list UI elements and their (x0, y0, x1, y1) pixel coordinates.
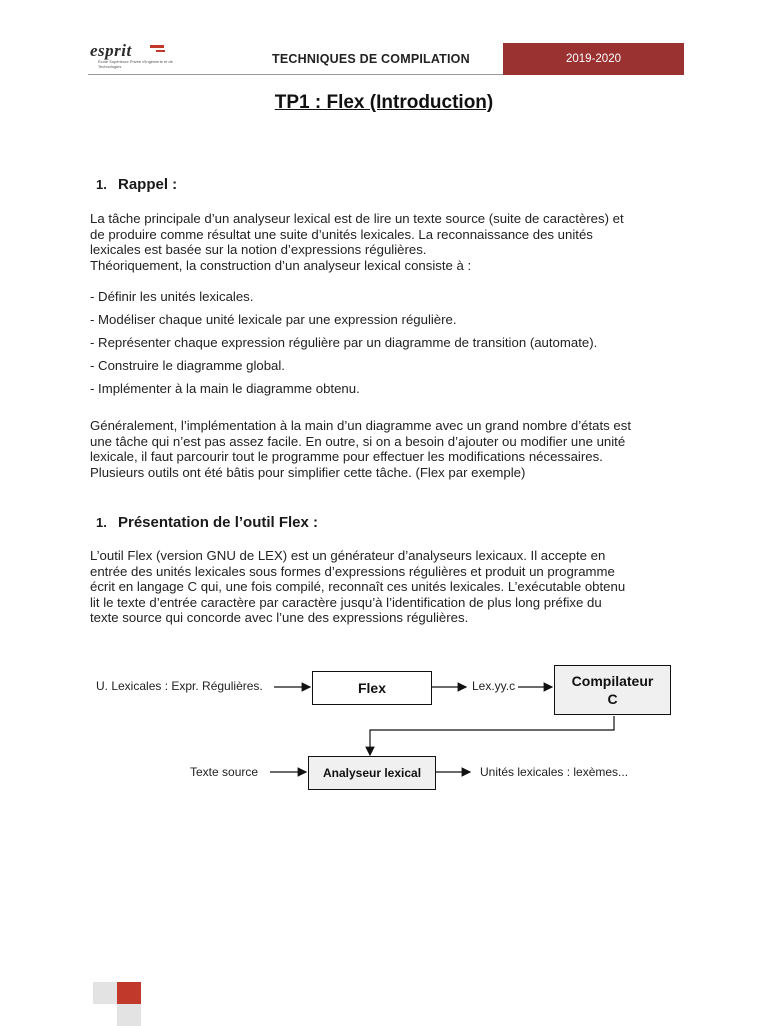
text-line: Plusieurs outils ont été bâtis pour simplifier cette tâche. (Flex par exemple) (90, 464, 526, 480)
header-year-badge: 2019-2020 (503, 43, 684, 75)
flex-box: Flex (312, 671, 432, 705)
section-number: 1. (96, 177, 107, 192)
text-line: lexicale, il faut parcourir tout le programme pour effectuer les modifications nécessaires. (90, 449, 603, 464)
header-divider (88, 74, 503, 75)
text-line: Théoriquement, la construction d’un analyseur lexical consiste à : (90, 257, 472, 273)
text-line: de produire comme résultat une suite d’unités lexicales. La reconnaissance des unités (90, 226, 593, 242)
footer-square-red (117, 982, 141, 1004)
list-item: - Définir les unités lexicales. (90, 289, 254, 304)
rappel-paragraph-1 (90, 211, 690, 273)
text-line: lexicales est basée sur la notion d’expressions régulières. (90, 242, 427, 257)
output-label: Lex.yy.c (472, 679, 516, 693)
logo-mark-secondary (156, 50, 165, 52)
logo-subtitle: École Supérieure Privée d'Ingénierie et de Technologies (98, 59, 173, 69)
logo-mark (150, 45, 164, 48)
header-course-title: TECHNIQUES DE COMPILATION (272, 52, 470, 66)
list-item: - Modéliser chaque unité lexicale par une expression régulière. (90, 312, 457, 327)
compiler-box-line2: C (607, 691, 618, 707)
section-heading-presentation (96, 514, 318, 531)
compiler-box-line1: Compilateur (571, 673, 654, 689)
flex-workflow-diagram (0, 650, 768, 800)
source-label: Texte source (190, 765, 259, 779)
text-line: écrit en langage C qui, une fois compilé, reconnaît ces unités lexicales. L’exécutable obtenu (90, 579, 626, 594)
arrow-compiler-to-analyzer (370, 716, 614, 755)
compiler-box (554, 665, 671, 715)
text-line: une tâche qui n’est pas assez facile. En outre, si on a besoin d’ajouter ou modifier une unité (90, 433, 626, 449)
construction-steps-list (90, 289, 690, 404)
list-item: - Implémenter à la main le diagramme obtenu. (90, 381, 360, 396)
text-line: L’outil Flex (version GNU de LEX) est un générateur d’analyseurs lexicaux. Il accepte en (90, 548, 606, 563)
section-number: 1. (96, 515, 107, 530)
text-line: La tâche principale d’un analyseur lexical est de lire un texte source (suite de caractères) et (90, 211, 624, 226)
input-label: U. Lexicales : Expr. Régulières. (96, 679, 263, 693)
section-heading-text: Présentation de l’outil Flex : (118, 514, 319, 531)
list-item: - Représenter chaque expression régulière par un diagramme de transition (automate). (90, 335, 598, 350)
list-item: - Construire le diagramme global. (90, 358, 285, 373)
footer-square-grey-lower (117, 1004, 141, 1026)
section-heading-rappel (96, 176, 177, 193)
result-label: Unités lexicales : lexèmes... (480, 765, 629, 779)
footer-square-grey (93, 982, 117, 1004)
section-heading-text: Rappel : (118, 176, 178, 193)
rappel-paragraph-2 (90, 418, 690, 480)
text-line: entrée des unités lexicales sous formes d’expressions régulières et produit un programme (90, 563, 615, 579)
text-line: lit le texte d’entrée caractère par caractère jusqu’à l’identification de plus long préfixe du (90, 594, 602, 610)
esprit-logo (90, 43, 180, 73)
text-line: Généralement, l’implémentation à la main d’un diagramme avec un grand nombre d’états est (90, 418, 631, 433)
logo-text: esprit (90, 41, 132, 60)
analyzer-box: Analyseur lexical (308, 756, 436, 790)
presentation-paragraph (90, 548, 690, 626)
page-title: TP1 : Flex (Introduction) (274, 92, 494, 113)
text-line: texte source qui concorde avec l’une des expressions régulières. (90, 610, 469, 625)
